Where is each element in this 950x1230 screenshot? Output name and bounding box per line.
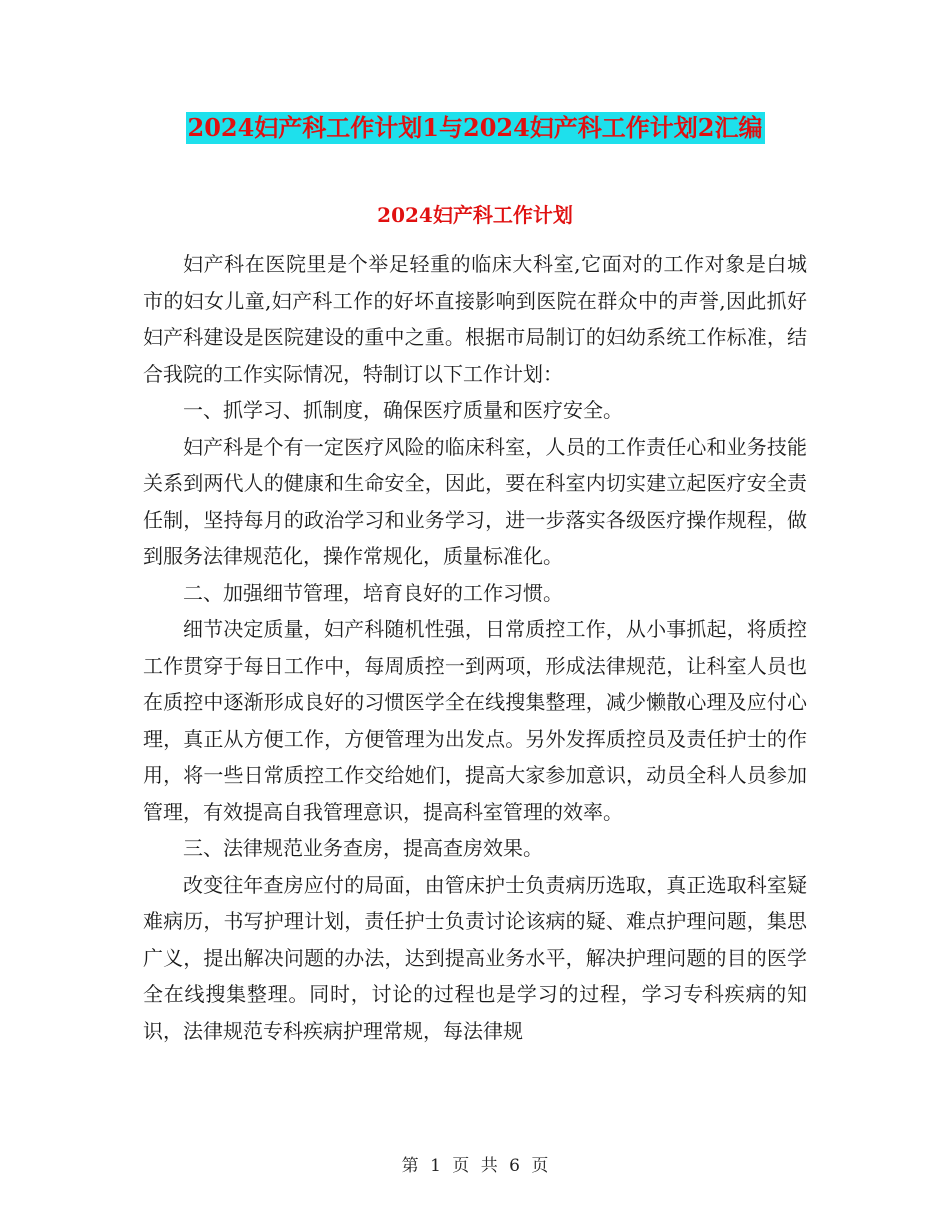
heading-two: 二、加强细节管理，培育良好的工作习惯。 bbox=[183, 580, 563, 605]
paragraph-two: 细节决定质量，妇产科随机性强，日常质控工作，从小事抓起，将质控工作贯穿于每日工作中，每周质控一到两项，形成法律规范，让科室人员也在质控中逐渐形成良好的习惯医学全在线搜集整理，减少懒散心理及应付心理，真正从方便工作，方便管理为出发点。另外发挥质控员及责任护士的作用，将一些日常质控工作交给她们，提高大家参加意识，动员全科人员参加管理，有效提高自我管理意识，提高科室管理的效率。 bbox=[143, 617, 807, 824]
paragraph-three: 改变往年查房应付的局面，由管床护士负责病历选取，真正选取科室疑难病历，书写护理计划，责任护士负责讨论该病的疑、难点护理问题，集思广义，提出解决问题的办法，达到提高业务水平，解决护理问题的目的医学全在线搜集整理。同时，讨论的过程也是学习的过程，学习专科疾病的知识，法律规范专科疾病护理常规，每法律规 bbox=[143, 872, 807, 1043]
page-footer: 第 1 页 共 6 页 bbox=[401, 1156, 549, 1176]
paragraph-one: 妇产科是个有一定医疗风险的临床科室，人员的工作责任心和业务技能关系到两代人的健康和生命安全，因此，要在科室内切实建立起医疗安全责任制，坚持每月的政治学习和业务学习，进一步落实各级医疗操作规程，做到服务法律规范化，操作常规化，质量标准化。 bbox=[143, 434, 807, 568]
document-body bbox=[143, 246, 807, 1049]
heading-one: 一、抓学习、抓制度，确保医疗质量和医疗安全。 bbox=[183, 398, 623, 422]
document-title-container bbox=[0, 112, 950, 144]
heading-three: 三、法律规范业务查房，提高查房效果。 bbox=[183, 836, 543, 860]
paragraph-intro: 妇产科在医院里是个举足轻重的临床大科室,它面对的工作对象是白城市的妇女儿童,妇产科工作的好坏直接影响到医院在群众中的声誉,因此抓好妇产科建设是医院建设的重中之重。根据市局制订的妇幼系统工作标准，结合我院的工作实际情况，特制订以下工作计划： bbox=[143, 252, 807, 386]
section-title: 2024妇产科工作计划 bbox=[377, 203, 573, 227]
document-title: 2024妇产科工作计划1与2024妇产科工作计划2汇编 bbox=[187, 113, 763, 142]
